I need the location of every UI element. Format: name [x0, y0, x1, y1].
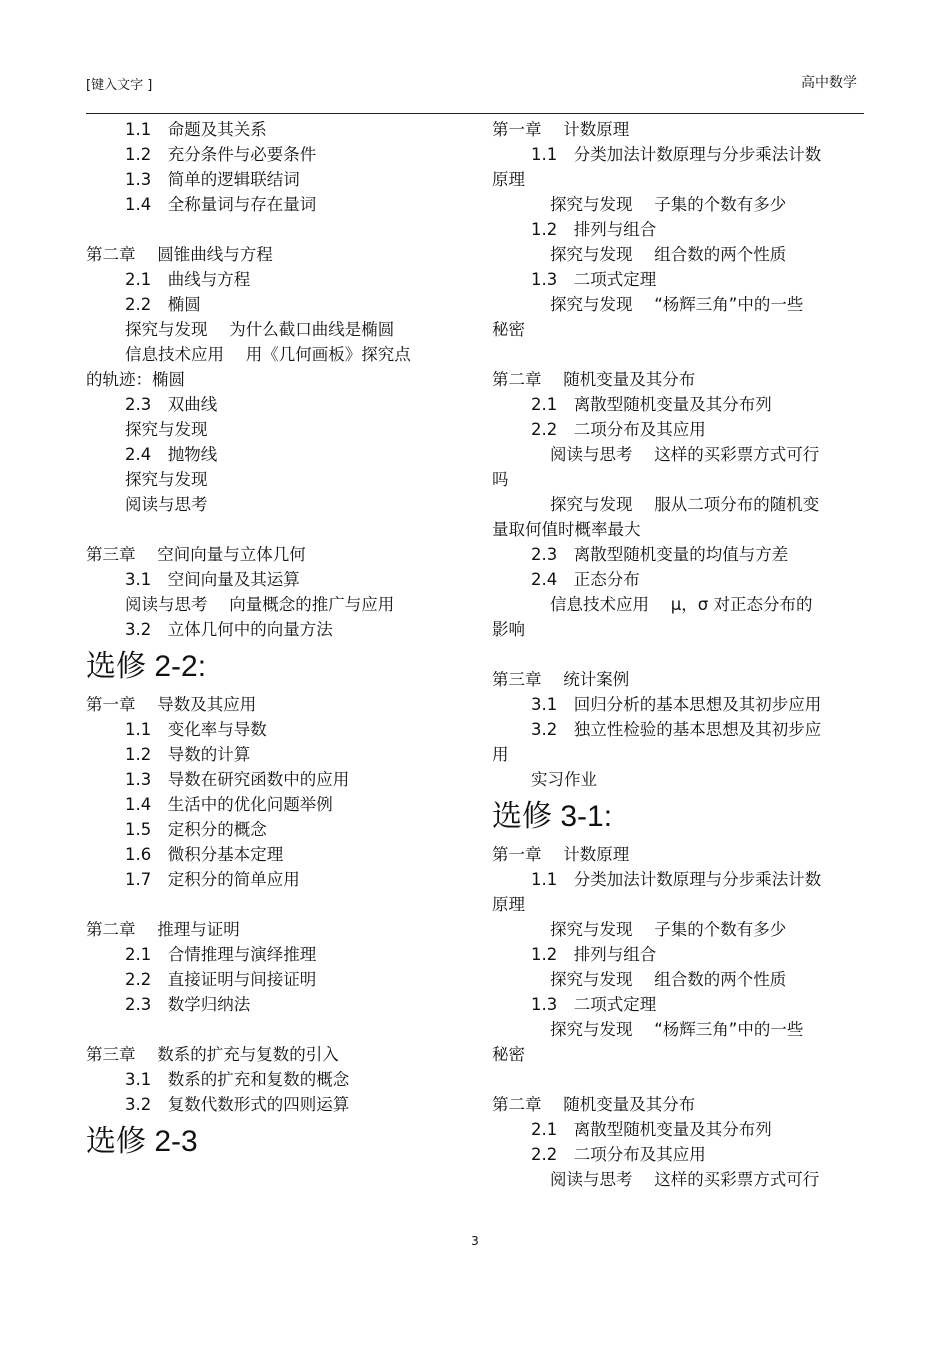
toc-entry: 1.4 生活中的优化问题举例: [125, 795, 333, 814]
page-number: 3: [471, 1234, 479, 1248]
toc-entry: 信息技术应用 用《几何画板》探究点: [125, 345, 411, 364]
toc-entry: 2.2 椭圆: [125, 295, 201, 314]
toc-line: 第三章 统计案例: [492, 670, 630, 689]
toc-entry: 1.1 分类加法计数原理与分步乘法计数: [531, 145, 822, 164]
toc-entry: 3.2 立体几何中的向量方法: [125, 620, 333, 639]
toc-entry: 1.4 全称量词与存在量词: [125, 195, 317, 214]
toc-line: 第一章 计数原理: [492, 120, 630, 139]
toc-line: 第二章 随机变量及其分布: [492, 1095, 696, 1114]
toc-entry: 1.2 导数的计算: [125, 745, 251, 764]
spacer: [492, 642, 864, 667]
toc-entry: 1.1 分类加法计数原理与分步乘法计数: [531, 870, 822, 889]
toc-entry: 1.3 二项式定理: [531, 270, 657, 289]
toc-line: 用: [492, 745, 509, 764]
toc-entry: 3.1 空间向量及其运算: [125, 570, 300, 589]
toc-line: 量取何值时概率最大: [492, 520, 641, 539]
toc-left-column: [86, 117, 458, 1167]
toc-entry: 2.3 数学归纳法: [125, 995, 251, 1014]
toc-line: 第三章 数系的扩充与复数的引入: [86, 1045, 339, 1064]
toc-line: 第一章 计数原理: [492, 845, 630, 864]
spacer: [492, 1067, 864, 1092]
toc-entry: 1.3 导数在研究函数中的应用: [125, 770, 350, 789]
toc-entry: 2.1 合情推理与演绎推理: [125, 945, 317, 964]
toc-entry: 1.2 排列与组合: [531, 220, 657, 239]
toc-entry: 阅读与思考: [125, 495, 208, 514]
section-heading: 选修 2-2:: [86, 650, 207, 683]
toc-entry: 阅读与思考 这样的买彩票方式可行: [550, 1170, 820, 1189]
toc-entry: 1.1 命题及其关系: [125, 120, 267, 139]
toc-entry: 探究与发现 组合数的两个性质: [550, 245, 787, 264]
header-left-placeholder: [键入文字 ]: [86, 78, 153, 93]
toc-entry: 阅读与思考 向量概念的推广与应用: [125, 595, 395, 614]
toc-entry: 2.2 二项分布及其应用: [531, 420, 706, 439]
toc-line: 原理: [492, 170, 525, 189]
toc-entry: 1.3 二项式定理: [531, 995, 657, 1014]
toc-entry: 1.7 定积分的简单应用: [125, 870, 300, 889]
toc-entry: 2.3 双曲线: [125, 395, 218, 414]
toc-line: 秘密: [492, 1045, 525, 1064]
spacer: [86, 517, 458, 542]
toc-entry: 3.1 回归分析的基本思想及其初步应用: [531, 695, 822, 714]
toc-line: 秘密: [492, 320, 525, 339]
toc-entry: 阅读与思考 这样的买彩票方式可行: [550, 445, 820, 464]
toc-line: 第二章 圆锥曲线与方程: [86, 245, 273, 264]
spacer: [492, 342, 864, 367]
spacer: [86, 892, 458, 917]
toc-entry: 探究与发现 子集的个数有多少: [550, 920, 787, 939]
toc-entry: 信息技术应用 μ，σ 对正态分布的: [550, 595, 813, 614]
toc-entry: 2.4 抛物线: [125, 445, 218, 464]
header-subject: 高中数学: [801, 75, 857, 91]
toc-entry: 3.2 复数代数形式的四则运算: [125, 1095, 350, 1114]
toc-entry: 1.6 微积分基本定理: [125, 845, 284, 864]
toc-entry: 2.2 二项分布及其应用: [531, 1145, 706, 1164]
toc-entry: 探究与发现 “杨辉三角”中的一些: [550, 1020, 804, 1039]
toc-entry: 2.4 正态分布: [531, 570, 640, 589]
toc-entry: 3.1 数系的扩充和复数的概念: [125, 1070, 350, 1089]
toc-entry: 2.1 离散型随机变量及其分布列: [531, 395, 772, 414]
toc-entry: 1.2 充分条件与必要条件: [125, 145, 317, 164]
toc-line: 吗: [492, 470, 509, 489]
toc-entry: 探究与发现 服从二项分布的随机变: [550, 495, 820, 514]
section-heading: 选修 3-1:: [492, 800, 613, 833]
toc-entry: 3.2 独立性检验的基本思想及其初步应: [531, 720, 822, 739]
toc-line: 第二章 推理与证明: [86, 920, 240, 939]
toc-entry: 实习作业: [531, 770, 597, 789]
toc-line: 原理: [492, 895, 525, 914]
toc-entry: 2.1 离散型随机变量及其分布列: [531, 1120, 772, 1139]
toc-entry: 探究与发现: [125, 420, 208, 439]
toc-entry: 1.3 简单的逻辑联结词: [125, 170, 300, 189]
spacer: [86, 1017, 458, 1042]
toc-entry: 1.1 变化率与导数: [125, 720, 267, 739]
toc-entry: 2.1 曲线与方程: [125, 270, 251, 289]
toc-entry: 探究与发现 子集的个数有多少: [550, 195, 787, 214]
toc-entry: 探究与发现 “杨辉三角”中的一些: [550, 295, 804, 314]
toc-line: 影响: [492, 620, 525, 639]
toc-entry: 1.5 定积分的概念: [125, 820, 267, 839]
section-heading: 选修 2-3: [86, 1125, 198, 1158]
header-rule: [86, 113, 864, 114]
spacer: [86, 217, 458, 242]
toc-line: 的轨迹：椭圆: [86, 370, 185, 389]
toc-entry: 2.2 直接证明与间接证明: [125, 970, 317, 989]
toc-line: 第一章 导数及其应用: [86, 695, 257, 714]
toc-entry: 1.2 排列与组合: [531, 945, 657, 964]
toc-entry: 探究与发现: [125, 470, 208, 489]
toc-line: 第三章 空间向量与立体几何: [86, 545, 306, 564]
toc-line: 第二章 随机变量及其分布: [492, 370, 696, 389]
toc-entry: 2.3 离散型随机变量的均值与方差: [531, 545, 789, 564]
toc-right-column: [492, 117, 864, 1192]
toc-entry: 探究与发现 组合数的两个性质: [550, 970, 787, 989]
toc-entry: 探究与发现 为什么截口曲线是椭圆: [125, 320, 395, 339]
